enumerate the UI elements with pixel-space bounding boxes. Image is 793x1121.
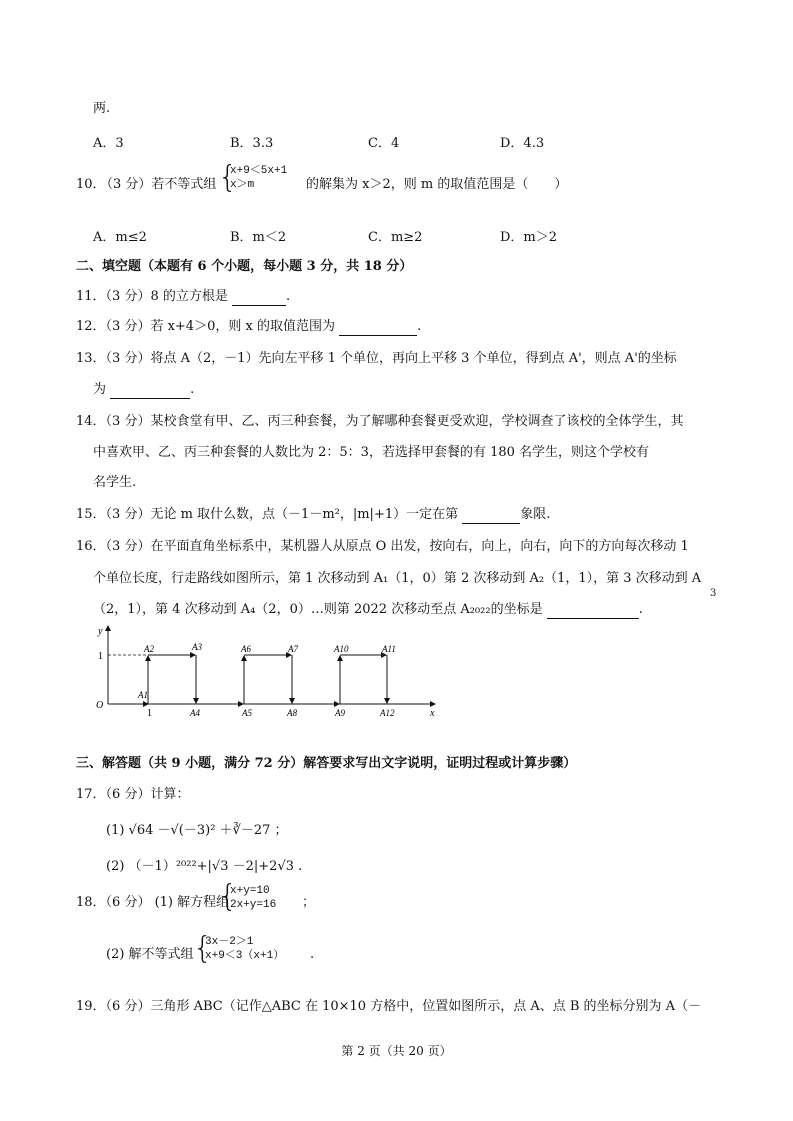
q12-number: 12． [76, 319, 106, 334]
q17-number: 17． [76, 787, 106, 802]
x-axis-label: x [430, 708, 435, 719]
q16-text-3: （2，1），第 4 次移动到 A₄（2，0）…则第 2022 次移动至点 A₂₀₂₂的坐标是 [93, 602, 543, 617]
q10-stem-pre: （3 分）若不等式组 [100, 177, 217, 192]
q12-blank [339, 321, 417, 336]
q17 [76, 786, 189, 804]
q14-line1 [76, 413, 683, 431]
q9-option-b: B．3.3 [230, 136, 274, 151]
q18-ineq-2: x+9＜3（x+1） [205, 950, 285, 962]
q14-number: 14． [76, 414, 106, 429]
q15-number: 15． [76, 507, 106, 522]
q15-text: （3 分）无论 m 取什么数，点（－1－m²，|m|+1）一定在第 [105, 507, 459, 522]
point-label-a9: A9 [335, 708, 345, 718]
q18-system-1 [230, 884, 276, 912]
q16-text: （3 分）在平面直角坐标系中，某机器人从原点 O 出发，按向右，向上，向右，向下的方向每次移动 1 [105, 539, 689, 554]
q10-eq-2: x＞m [230, 179, 255, 191]
section2-heading: 二、填空题（本题有 6 个小题，每小题 3 分，共 18 分） [76, 259, 413, 274]
q14-text: （3 分）某校食堂有甲、乙、丙三种套餐，为了解哪种套餐更受欢迎，学校调查了该校的全体学生，其 [105, 414, 684, 429]
q19-number: 19． [76, 999, 106, 1014]
point-label-a8: A8 [287, 708, 297, 718]
point-label-a11: A11 [382, 644, 396, 654]
point-label-a12: A12 [380, 708, 395, 718]
q18-part2: (2) 解不等式组 [106, 947, 194, 962]
q10-option-c: C．m≥2 [368, 230, 423, 245]
robot-path-figure [90, 620, 445, 720]
q16-blank [547, 604, 639, 619]
q16-line3 [93, 601, 643, 619]
q13-text-2: 为 [93, 382, 107, 397]
q12-end: . [417, 319, 422, 334]
q19-text: （6 分）三角形 ABC（记作△ABC 在 10×10 方格中，位置如图所示，点 A、点 B 的坐标分别为 A（－ [105, 999, 702, 1014]
q19 [76, 998, 701, 1016]
q18-system-2 [205, 935, 284, 963]
q9-option-d: D．4.3 [500, 136, 545, 151]
origin-label: O [96, 700, 104, 711]
q10-eq-1: x+9＜5x+1 [230, 165, 288, 177]
q10-system [230, 164, 287, 192]
q11 [76, 288, 290, 306]
page-footer: 第 2 页（共 20 页） [341, 1044, 452, 1058]
q16-end: . [638, 602, 643, 617]
x-tick-1: 1 [147, 708, 152, 719]
q13-line2 [93, 381, 194, 399]
q12 [76, 318, 421, 336]
q16-number: 16． [76, 539, 106, 554]
q10-stem-post: 的解集为 x＞2，则 m 的取值范围是（ ） [306, 177, 568, 192]
q13-text: （3 分）将点 A（2，－1）先向左平移 1 个单位，再向上平移 3 个单位，得到点 A'，则点 A'的坐标 [105, 351, 677, 366]
q16-line2: 个单位长度，行走路线如图所示，第 1 次移动到 A₁（1，0）第 2 次移动到 A₂（1，1），第 3 次移动到 A [93, 571, 702, 586]
q18-brace-1: { [218, 879, 238, 914]
q11-text: （3 分）8 的立方根是 [105, 289, 228, 304]
point-label-a5: A5 [242, 708, 252, 718]
point-label-a1: A1 [138, 690, 148, 700]
q18-ineq-1: 3x－2＞1 [205, 936, 254, 948]
q13-line1 [76, 350, 677, 368]
point-label-a2: A2 [144, 644, 154, 654]
q12-text: （3 分）若 x+4＞0，则 x 的取值范围为 [105, 319, 335, 334]
q11-blank [232, 291, 286, 306]
q10-option-a: A．m≤2 [93, 230, 147, 245]
y-axis-label: y [98, 626, 103, 637]
q16-line1 [76, 538, 689, 556]
robot-path [108, 655, 387, 704]
q10-option-d: D．m＞2 [500, 230, 558, 245]
q18-eq-1: x+y=10 [230, 885, 270, 897]
y-tick-1: 1 [98, 651, 103, 662]
q10-option-b: B．m＜2 [230, 230, 287, 245]
q13-end: . [190, 382, 195, 397]
q18-text: （6 分） (1) 解方程组 [105, 895, 230, 910]
q11-number: 11． [76, 289, 106, 304]
point-label-a3: A3 [192, 642, 202, 652]
q18-eq-2: 2x+y=16 [230, 899, 277, 911]
q13-number: 13． [76, 351, 106, 366]
point-label-a10: A10 [334, 644, 349, 654]
q15 [76, 506, 550, 524]
q14-line2: 中喜欢甲、乙、丙三种套餐的人数比为 2：5：3，若选择甲套餐的有 180 名学生，则这个学校有 [93, 445, 650, 460]
point-label-a4: A4 [190, 708, 200, 718]
carry-over-text: 两. [93, 101, 111, 116]
q9-option-a: A．3 [93, 136, 124, 151]
q17-text: （6 分）计算： [105, 787, 190, 802]
q18-number: 18． [76, 895, 106, 910]
point-label-a6: A6 [241, 644, 251, 654]
q18-brace-2: { [193, 931, 213, 966]
section3-heading: 三、解答题（共 9 小题，满分 72 分）解答要求写出文字说明，证明过程或计算步骤） [76, 756, 577, 771]
q10-brace: { [218, 160, 238, 195]
q10-number: 10． [76, 177, 106, 192]
q18-end-2: . [310, 947, 315, 962]
q18 [76, 894, 229, 912]
q11-end: . [286, 289, 291, 304]
q13-blank [110, 384, 190, 399]
q15-end: 象限. [520, 507, 551, 522]
q18-end-1: ； [302, 895, 316, 910]
q17-part1: (1) √64 －√(－3)² ＋∛－27 ； [106, 823, 288, 838]
q14-line3: 名学生. [93, 475, 137, 490]
point-label-a7: A7 [288, 644, 298, 654]
q9-option-c: C．4 [368, 136, 400, 151]
q15-blank [462, 509, 520, 524]
q17-part2: (2) （－1）²⁰²²+|√3 －2|+2√3 . [106, 859, 303, 874]
q16-subscript-3: 3 [710, 588, 717, 599]
